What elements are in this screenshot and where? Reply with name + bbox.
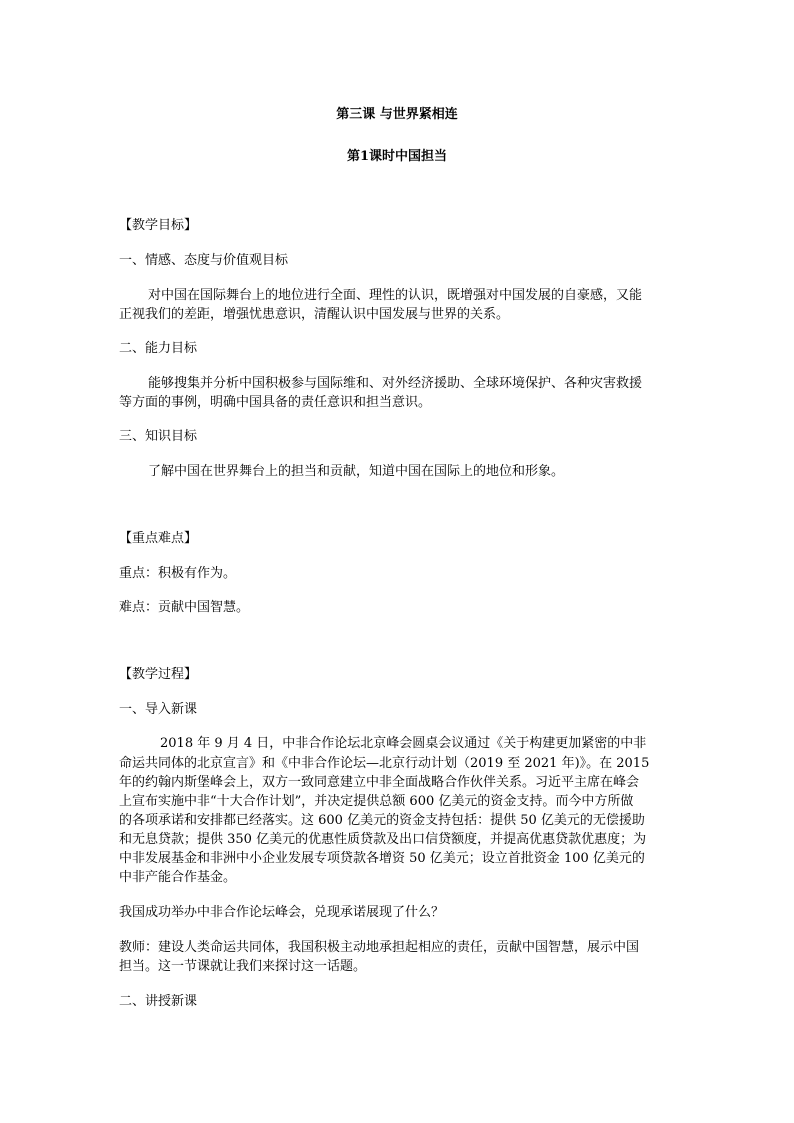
goal-3-line-1: 了解中国在世界舞台上的担当和贡献，知道中国在国际上的地位和形象。 bbox=[148, 464, 565, 479]
teacher-line-2: 担当。这一节课就让我们来探讨这一话题。 bbox=[119, 959, 367, 974]
intro-line-5: 的各项承诺和安排都已经落实。这 600 亿美元的资金支持包括：提供 50 亿美元的无偿援助 bbox=[119, 813, 645, 828]
teaching-goals-heading: 【教学目标】 bbox=[119, 218, 198, 233]
intro-line-4: 上宣布实施中非“十大合作计划”，并决定提供总额 600 亿美元的资金支持。而今中方所做 bbox=[119, 794, 634, 809]
process-2-heading: 二、讲授新课 bbox=[119, 994, 198, 1009]
goal-1-line-1: 对中国在国际舞台上的地位进行全面、理性的认识，既增强对中国发展的自豪感，又能 bbox=[148, 288, 643, 303]
goal-2-heading: 二、能力目标 bbox=[119, 341, 198, 356]
lesson-title: 第三课 与世界紧相连 bbox=[336, 107, 458, 122]
intro-line-2: 命运共同体的北京宣言》和《中非合作论坛—北京行动计划（2019 至 2021 年)》。在 2015 bbox=[119, 756, 650, 771]
goal-1-line-2: 正视我们的差距，增强忧患意识，清醒认识中国发展与世界的关系。 bbox=[119, 307, 510, 322]
intro-line-7: 中非发展基金和非洲中小企业发展专项贷款各增资 50 亿美元；设立首批资金 100 亿美元的 bbox=[119, 851, 645, 866]
goal-2-line-2: 等方面的事例，明确中国具备的责任意识和担当意识。 bbox=[119, 395, 432, 410]
key-point: 重点：积极有作为。 bbox=[119, 566, 237, 581]
goal-3-heading: 三、知识目标 bbox=[119, 429, 198, 444]
question-text: 我国成功举办中非合作论坛峰会，兑现承诺展现了什么？ bbox=[119, 905, 445, 920]
section-title: 第1课时中国担当 bbox=[346, 149, 448, 164]
goal-2-line-1: 能够搜集并分析中国积极参与国际维和、对外经济援助、全球环境保护、各种灾害救援 bbox=[148, 376, 643, 391]
intro-line-6: 和无息贷款；提供 350 亿美元的优惠性质贷款及出口信贷额度，并提高优惠贷款优惠度；为 bbox=[119, 832, 647, 847]
key-points-heading: 【重点难点】 bbox=[119, 531, 198, 546]
difficult-point: 难点：贡献中国智慧。 bbox=[119, 600, 250, 615]
intro-line-3: 年的约翰内斯堡峰会上，双方一致同意建立中非全面战略合作伙伴关系。习近平主席在峰会 bbox=[119, 775, 640, 790]
process-1-heading: 一、导入新课 bbox=[119, 702, 198, 717]
intro-line-8: 中非产能合作基金。 bbox=[119, 870, 237, 885]
goal-1-heading: 一、情感、态度与价值观目标 bbox=[119, 253, 289, 268]
process-heading: 【教学过程】 bbox=[119, 667, 198, 682]
intro-line-1: 2018 年 9 月 4 日，中非合作论坛北京峰会圆桌会议通过《关于构建更加紧密的中非 bbox=[160, 736, 647, 751]
teacher-line-1: 教师：建设人类命运共同体，我国积极主动地承担起相应的责任，贡献中国智慧，展示中国 bbox=[119, 940, 640, 955]
